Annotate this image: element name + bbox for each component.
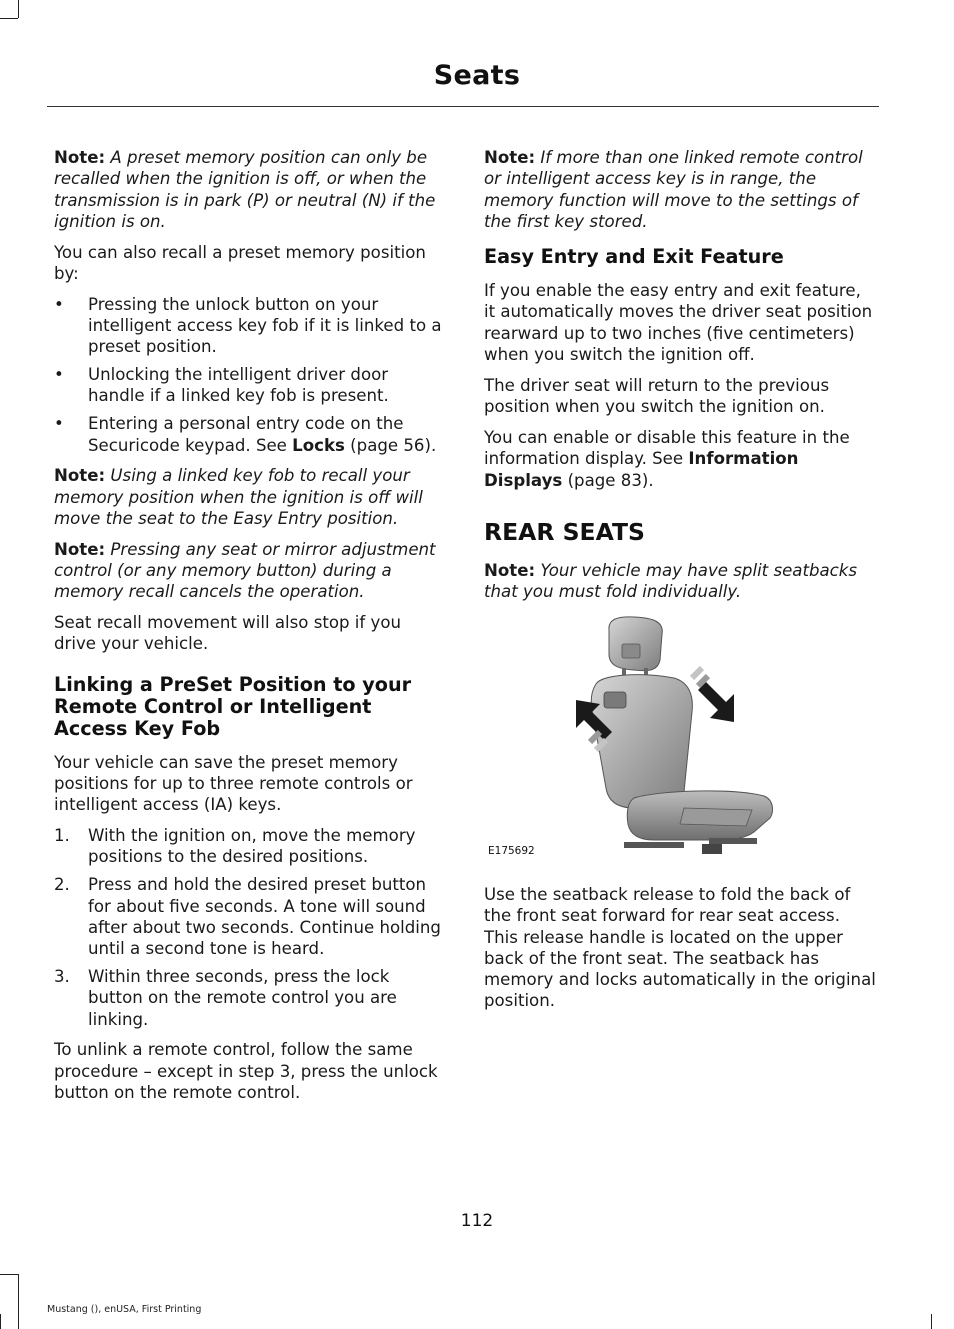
step-text: Press and hold the desired preset button for about five seconds. A tone will sound after about two seconds. Continue holding until a second tone is heard. xyxy=(88,875,441,959)
note-split-seatbacks xyxy=(484,560,876,603)
note-multiple-keys xyxy=(484,147,876,232)
unlink-paragraph: To unlink a remote control, follow the same procedure – except in step 3, press the unlock button on the remote control. xyxy=(54,1040,438,1102)
section-heading-easy-entry: Easy Entry and Exit Feature xyxy=(484,245,784,269)
seatback-release-paragraph: Use the seatback release to fold the back of the front seat forward for rear seat access. This release handle is located on the upper back of the front seat. The seatback has memory and locks automatically in the original position. xyxy=(484,884,876,1011)
note-label: Note: xyxy=(54,539,106,559)
seat-illustration-icon xyxy=(484,612,876,874)
seat-rail xyxy=(709,838,757,844)
note-text: Using a linked key fob to recall your memory position when the ignition is off will move the seat to the Easy Entry position. xyxy=(54,466,423,528)
note-text: If more than one linked remote control or intelligent access key is in range, the memory function will move to the settings of the first key stored. xyxy=(484,148,863,231)
right-column xyxy=(484,147,876,1021)
fold-back-arrow-icon xyxy=(690,666,734,722)
header-divider xyxy=(47,106,879,107)
seat-return-paragraph: The driver seat will return to the previous position when you switch the ignition on. xyxy=(484,375,830,417)
crop-mark xyxy=(931,1314,932,1329)
crop-mark xyxy=(0,1314,1,1329)
list-item xyxy=(54,364,446,407)
step-number: 1. xyxy=(54,826,70,846)
list-item xyxy=(54,413,446,456)
recall-methods-list xyxy=(54,294,446,456)
paragraph-text: (page 83). xyxy=(562,470,654,490)
step-item xyxy=(54,966,446,1030)
release-handle xyxy=(604,692,626,708)
step-item xyxy=(54,825,446,868)
note-label: Note: xyxy=(54,148,106,167)
recall-stop-paragraph: Seat recall movement will also stop if you drive your vehicle. xyxy=(54,613,402,654)
note-label: Note: xyxy=(484,560,536,580)
list-item-text: Unlocking the intelligent driver door handle if a linked key fob is present. xyxy=(88,365,389,406)
bullet-marker: • xyxy=(54,294,64,314)
step-number: 2. xyxy=(54,875,70,895)
note-text: A preset memory position can only be recalled when the ignition is off, or when the transmission is in park (P) or neutral (N) if the ignition is on. xyxy=(54,148,436,231)
crop-mark xyxy=(18,0,19,18)
list-item-text: Pressing the unlock button on your intelligent access key fob if it is linked to a preset position. xyxy=(88,294,442,357)
note-cancel-recall xyxy=(54,539,446,603)
headrest-button xyxy=(622,644,640,658)
list-item-text: (page 56). xyxy=(344,435,437,455)
linking-steps-list xyxy=(54,825,446,1030)
list-item xyxy=(54,294,446,358)
step-text: Within three seconds, press the lock button on the remote control you are linking. xyxy=(88,966,397,1029)
note-text: Pressing any seat or mirror adjustment control (or any memory button) during a memory recall cancels the operation. xyxy=(54,539,436,602)
step-text: With the ignition on, move the memory positions to the desired positions. xyxy=(88,826,416,867)
bullet-marker: • xyxy=(54,365,64,385)
note-text: Your vehicle may have split seatbacks that you must fold individually. xyxy=(484,560,858,602)
note-key-fob-recall xyxy=(54,465,446,529)
note-preset-memory xyxy=(54,147,446,232)
list-item-text: Entering a personal entry code on the Securicode keypad. See xyxy=(88,414,404,455)
note-label: Note: xyxy=(484,148,536,167)
easy-entry-paragraph: If you enable the easy entry and exit feature, it automatically moves the driver seat position rearward up to two inches (five centimeters) when you switch the ignition off. xyxy=(484,281,873,365)
figure-caption: E175692 xyxy=(488,844,535,857)
left-column xyxy=(54,147,446,1113)
seat-rail xyxy=(624,842,684,848)
step-number: 3. xyxy=(54,966,70,986)
enable-feature-paragraph xyxy=(484,427,876,491)
crop-mark xyxy=(0,18,18,19)
footer-printing-info: Mustang (), enUSA, First Printing xyxy=(47,1304,202,1315)
page-title: Seats xyxy=(433,60,521,91)
information-displays-link[interactable]: Information Displays xyxy=(484,449,799,490)
step-item xyxy=(54,874,446,959)
bullet-marker: • xyxy=(54,414,64,434)
crop-mark xyxy=(18,1274,19,1329)
section-heading-linking: Linking a PreSet Position to your Remote Control or Intelligent Access Key Fob xyxy=(54,672,412,740)
crop-mark xyxy=(0,1274,18,1275)
locks-cross-reference-link[interactable]: Locks xyxy=(292,435,345,455)
page-number: 112 xyxy=(460,1211,494,1231)
paragraph-text: You can enable or disable this feature in the information display. See xyxy=(484,427,850,469)
save-positions-paragraph: Your vehicle can save the preset memory positions for up to three remote controls or intelligent access (IA) keys. xyxy=(54,752,413,815)
note-label: Note: xyxy=(54,466,106,486)
seat-figure xyxy=(484,612,876,874)
section-heading-rear-seats: REAR SEATS xyxy=(484,517,645,546)
recall-intro: You can also recall a preset memory position by: xyxy=(54,242,426,283)
